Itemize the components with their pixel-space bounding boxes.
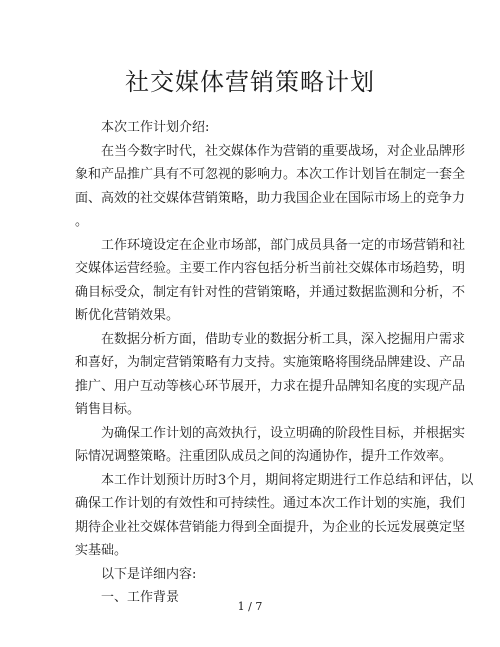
body-text-line: 断优化营销效果。 — [75, 308, 180, 323]
body-text-line: 期待企业社交媒体营销能力得到全面提升，为企业的长远发展奠定坚 — [75, 519, 466, 535]
body-text-line: 象和产品推广具有不可忽视的影响力。本次工作计划旨在制定一套全 — [75, 167, 466, 182]
body-text-line: 本次工作计划介绍: — [101, 120, 210, 135]
body-text-line: 实基础。 — [75, 543, 128, 558]
body-text-line: 一、工作背景 — [101, 590, 180, 605]
body-text-line: 为确保工作计划的高效执行，设立明确的阶段性目标，并根据实 — [101, 425, 466, 441]
document-title: 社交媒体营销策略计划 — [125, 68, 375, 96]
body-text-line: 确目标受众，制定有针对性的营销策略，并通过数据监测和分析，不 — [75, 284, 466, 300]
body-text-line: 本工作计划预计历时3个月，期间将定期进行工作总结和评估，以 — [101, 472, 474, 488]
body-text-line: 在数据分析方面，借助专业的数据分析工具，深入挖掘用户需求 — [101, 331, 466, 347]
body-text-line: 。 — [75, 214, 89, 229]
body-text-line: 销售目标。 — [75, 402, 141, 417]
body-text-line: 际情况调整策略。注重团队成员之间的沟通协作，提升工作效率。 — [75, 449, 453, 464]
body-text-line: 以下是详细内容: — [101, 566, 197, 582]
page-indicator: 1 / 7 — [237, 600, 263, 613]
body-text-line: 和喜好，为制定营销策略有力支持。实施策略将围绕品牌建设、产品 — [75, 355, 466, 370]
body-text-line: 工作环境设定在企业市场部，部门成员具备一定的市场营销和社 — [101, 237, 466, 253]
body-text-line: 在当今数字时代，社交媒体作为营销的重要战场，对企业品牌形 — [101, 143, 466, 159]
body-text-line: 面、高效的社交媒体营销策略，助力我国企业在国际市场上的竞争力 — [75, 190, 466, 206]
body-text-line: 确保工作计划的有效性和可持续性。通过本次工作计划的实施，我们 — [75, 496, 466, 511]
body-text-line: 推广、用户互动等核心环节展开，力求在提升品牌知名度的实现产品 — [75, 378, 466, 394]
document-body — [75, 116, 474, 610]
body-text-line: 交媒体运营经验。主要工作内容包括分析当前社交媒体市场趋势，明 — [75, 261, 466, 276]
